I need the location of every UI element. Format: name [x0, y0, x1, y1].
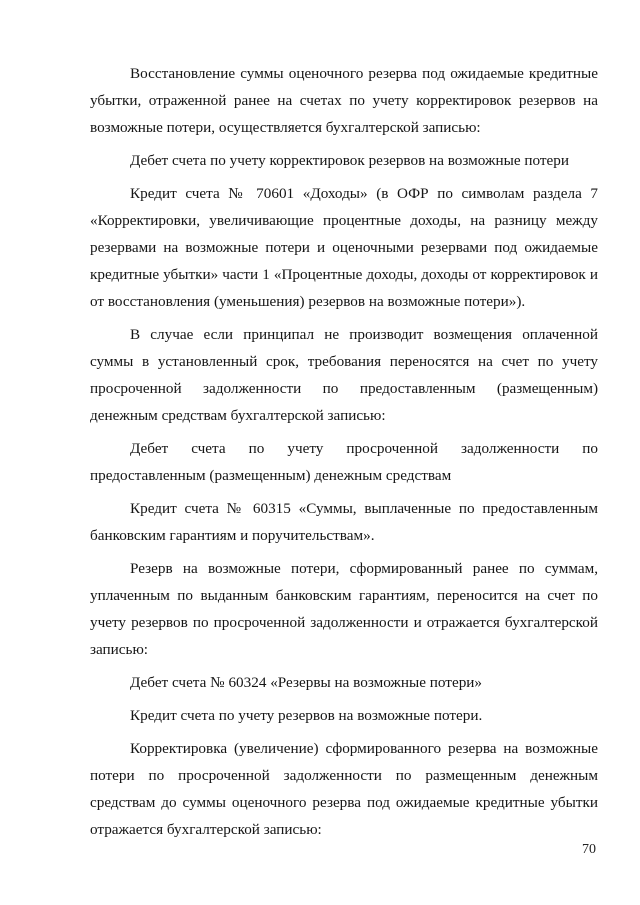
paragraph-reserve-adjustment: Корректировка (увеличение) сформированного резерва на возможные потери по просроченной задолженности по размещенным денежным средствам до суммы оценочного резерва под ожидаемые кредитные убытки отражается бухгалтерской записью:: [90, 740, 598, 838]
paragraph-credit-70601: Кредит счета № 70601 «Доходы» (в ОФР по символам раздела 7 «Корректировки, увеличивающие процентные доходы, на разницу между резервами на возможные потери и оценочными резервами под ожидаемые кредитные убытки» части 1 «Процентные доходы, доходы от корректировок и от восстановления (уменьшения) резервов на возможные потери»).: [90, 185, 598, 310]
paragraph-reserve-recovery: Восстановление суммы оценочного резерва под ожидаемые кредитные убытки, отраженной ранее на счетах по учету корректировок резервов на возможные потери, осуществляется бухгалтерской записью:: [90, 65, 598, 136]
document-page: [90, 60, 598, 843]
paragraph-credit-60315: Кредит счета № 60315 «Суммы, выплаченные по предоставленным банковским гарантиям и поручительствам».: [90, 500, 598, 544]
paragraph-reserve-transfer: Резерв на возможные потери, сформированный ранее по суммам, уплаченным по выданным банковским гарантиям, переносится на счет по учету резервов по просроченной задолженности и отражается бухгалтерской записью:: [90, 560, 598, 658]
page-number: 70: [582, 842, 596, 857]
paragraph-debit-adjustments: Дебет счета по учету корректировок резервов на возможные потери: [130, 152, 569, 169]
paragraph-debit-60324: Дебет счета № 60324 «Резервы на возможные потери»: [130, 674, 483, 691]
paragraph-credit-reserves: Кредит счета по учету резервов на возможные потери.: [130, 707, 483, 724]
paragraph-debit-overdue: Дебет счета по учету просроченной задолженности по предоставленным (размещенным) денежным средствам: [90, 440, 598, 484]
paragraph-principal-default: В случае если принципал не производит возмещения оплаченной суммы в установленный срок, требования переносятся на счет по учету просроченной задолженности по предоставленным (размещенным) денежным средствам бухгалтерской записью:: [90, 326, 598, 424]
